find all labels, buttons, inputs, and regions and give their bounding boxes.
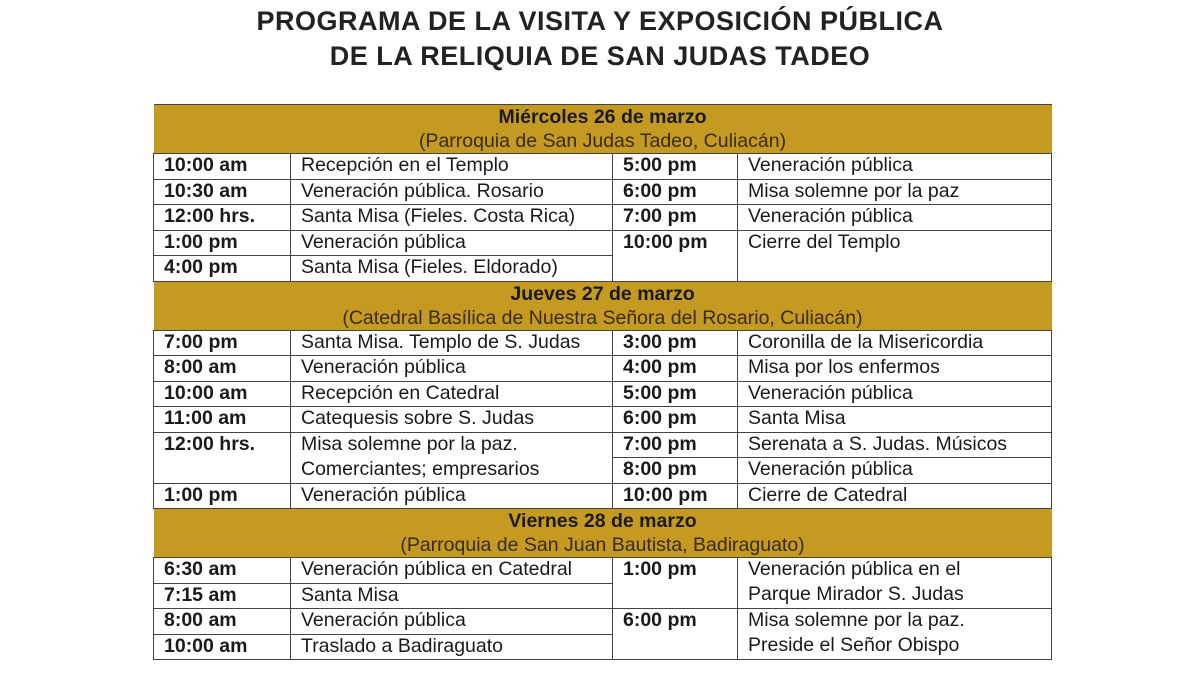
time-cell: 10:30 am: [154, 179, 291, 205]
time-cell: 12:00 hrs.: [154, 432, 291, 483]
activity-cell-line-2: Parque Mirador S. Judas: [738, 583, 1052, 609]
day-title: Miércoles 26 de marzo: [498, 106, 707, 128]
time-cell: 6:00 pm: [613, 407, 738, 433]
time-cell: 7:00 pm: [154, 330, 291, 356]
day-location: (Parroquia de San Judas Tadeo, Culiacán): [418, 130, 787, 152]
activity-cell: Veneración pública: [291, 230, 613, 256]
table-row: [154, 583, 1052, 609]
table-row: [154, 609, 1052, 635]
time-cell: 4:00 pm: [613, 356, 738, 382]
activity-cell: Santa Misa (Fieles. Costa Rica): [291, 205, 613, 231]
time-cell: 8:00 am: [154, 609, 291, 635]
day-header-cell: [154, 281, 1052, 330]
table-row: [154, 558, 1052, 584]
activity-cell: Veneración pública: [291, 609, 613, 635]
day-header: [154, 105, 1052, 154]
time-cell: 1:00 pm: [154, 483, 291, 509]
schedule-table: [153, 104, 1052, 660]
activity-cell: Cierre del Templo: [738, 230, 1052, 281]
activity-cell: Cierre de Catedral: [738, 483, 1052, 509]
table-row: [154, 205, 1052, 231]
time-cell: 5:00 pm: [613, 154, 738, 180]
activity-cell: Veneración pública: [738, 458, 1052, 484]
document-title-line-2: DE LA RELIQUIA DE SAN JUDAS TADEO: [329, 41, 871, 71]
table-row: [154, 432, 1052, 458]
table-row: [154, 634, 1052, 660]
activity-cell: Veneración pública: [291, 356, 613, 382]
time-cell: 6:00 pm: [613, 609, 738, 660]
activity-cell: Santa Misa. Templo de S. Judas: [291, 330, 613, 356]
activity-cell: Traslado a Badiraguato: [291, 634, 613, 660]
time-cell: 12:00 hrs.: [154, 205, 291, 231]
activity-cell-line-2: Comerciantes; empresarios: [291, 458, 613, 484]
time-cell: 1:00 pm: [613, 558, 738, 609]
time-cell: 10:00 pm: [613, 483, 738, 509]
activity-cell: Santa Misa: [738, 407, 1052, 433]
time-cell: 3:00 pm: [613, 330, 738, 356]
table-row: [154, 356, 1052, 382]
time-cell: 10:00 am: [154, 154, 291, 180]
time-cell: 11:00 am: [154, 407, 291, 433]
activity-cell: Coronilla de la Misericordia: [738, 330, 1052, 356]
day-title: Viernes 28 de marzo: [508, 510, 697, 532]
time-cell: 6:00 pm: [613, 179, 738, 205]
table-row: [154, 381, 1052, 407]
activity-cell: Serenata a S. Judas. Músicos: [738, 432, 1052, 458]
day-header-cell: [154, 105, 1052, 154]
time-cell: 10:00 am: [154, 634, 291, 660]
table-row: [154, 483, 1052, 509]
activity-cell: Misa solemne por la paz: [738, 179, 1052, 205]
activity-cell: Veneración pública. Rosario: [291, 179, 613, 205]
document-title-line-1: PROGRAMA DE LA VISITA Y EXPOSICIÓN PÚBLICA: [256, 6, 944, 36]
time-cell: 4:00 pm: [154, 256, 291, 282]
time-cell: 7:00 pm: [613, 432, 738, 458]
time-cell: 1:00 pm: [154, 230, 291, 256]
time-cell: 10:00 pm: [613, 230, 738, 281]
activity-cell-line-2: Preside el Señor Obispo: [738, 634, 1052, 660]
day-header-cell: [154, 509, 1052, 558]
time-cell: 7:15 am: [154, 583, 291, 609]
activity-cell: Veneración pública: [738, 154, 1052, 180]
day-location: (Parroquia de San Juan Bautista, Badiraguato): [400, 534, 805, 556]
activity-cell: Catequesis sobre S. Judas: [291, 407, 613, 433]
time-cell: 10:00 am: [154, 381, 291, 407]
day-header: [154, 281, 1052, 330]
time-cell: 8:00 am: [154, 356, 291, 382]
table-row: [154, 230, 1052, 256]
activity-cell: Veneración pública: [738, 381, 1052, 407]
activity-cell: Recepción en el Templo: [291, 154, 613, 180]
time-cell: 7:00 pm: [613, 205, 738, 231]
table-row: [154, 179, 1052, 205]
time-cell: 6:30 am: [154, 558, 291, 584]
activity-cell: Misa solemne por la paz.: [738, 609, 1052, 635]
activity-cell: Veneración pública en el: [738, 558, 1052, 584]
activity-cell: Santa Misa: [291, 583, 613, 609]
table-row: [154, 330, 1052, 356]
table-row: [154, 154, 1052, 180]
time-cell: 8:00 pm: [613, 458, 738, 484]
activity-cell: Veneración pública: [291, 483, 613, 509]
time-cell: 5:00 pm: [613, 381, 738, 407]
day-title: Jueves 27 de marzo: [510, 282, 695, 305]
activity-cell: Misa por los enfermos: [738, 356, 1052, 382]
activity-cell: Veneración pública en Catedral: [291, 558, 613, 584]
day-location: (Catedral Basílica de Nuestra Señora del Rosario, Culiacán): [342, 306, 863, 329]
activity-cell: Recepción en Catedral: [291, 381, 613, 407]
table-row: [154, 407, 1052, 433]
activity-cell: Veneración pública: [738, 205, 1052, 231]
day-header: [154, 509, 1052, 558]
activity-cell: Santa Misa (Fieles. Eldorado): [291, 256, 613, 282]
activity-cell: Misa solemne por la paz.: [291, 432, 613, 458]
